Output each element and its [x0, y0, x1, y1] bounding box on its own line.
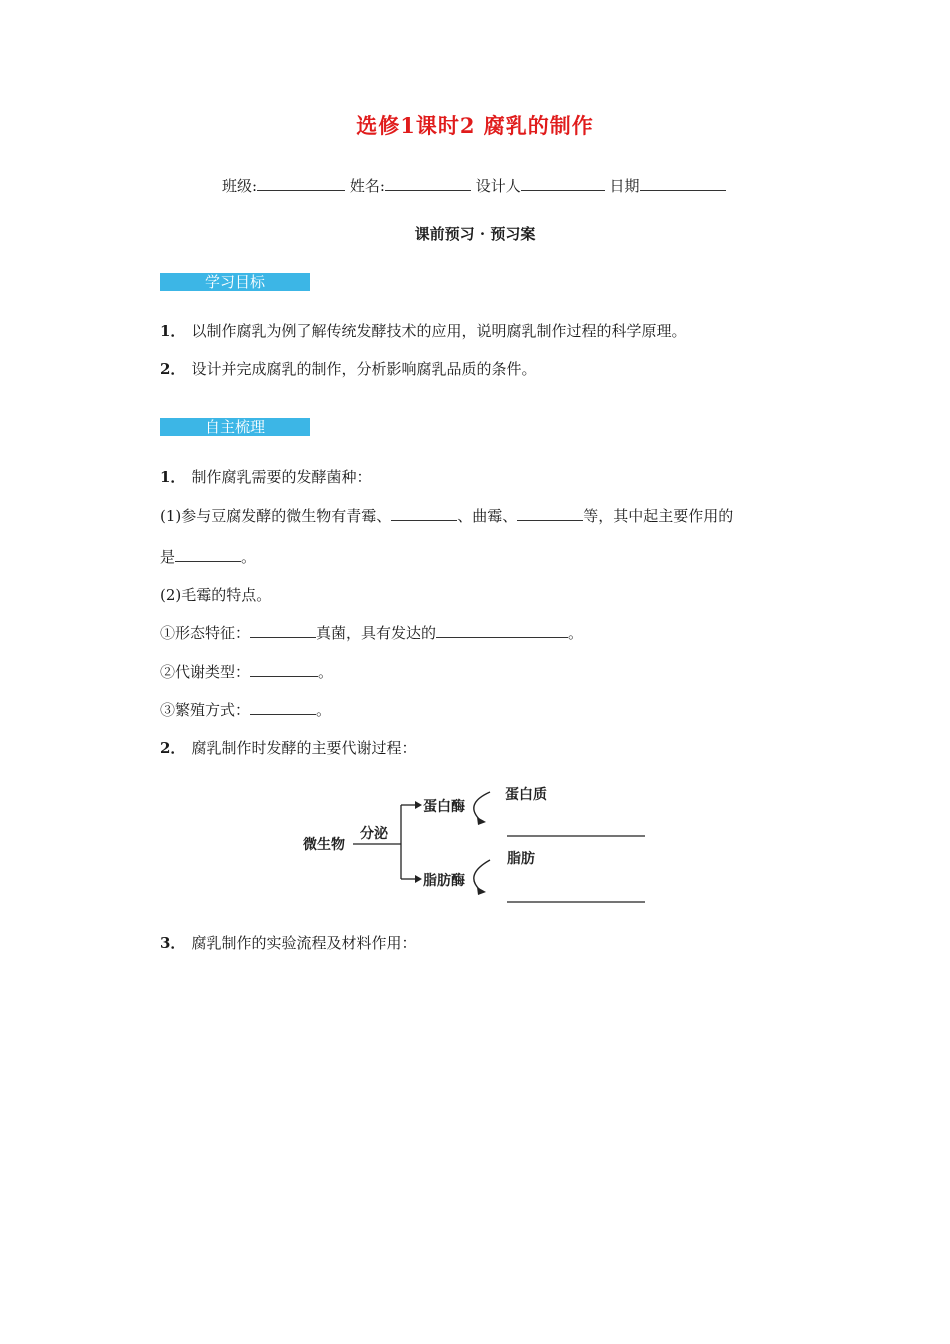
badge-self-study: 自主梳理 [160, 418, 310, 436]
date-blank[interactable] [640, 176, 726, 191]
text-segment: ③繁殖方式： [160, 701, 251, 719]
microbe-line [160, 505, 733, 526]
microbe-line-cont [160, 546, 256, 567]
answer-blank[interactable] [250, 662, 318, 677]
goal-num: 2． [160, 360, 186, 378]
goal-num: 1． [160, 322, 186, 340]
text-segment: 真菌，具有发达的 [316, 624, 437, 642]
date-label: 日期 [609, 177, 640, 195]
diagram-action: 分泌 [360, 826, 388, 842]
metabolism-diagram [295, 775, 655, 915]
mucor-features-line: (2)毛霉的特点。 [160, 586, 272, 604]
answer-blank[interactable] [391, 506, 457, 521]
diagram-source: 微生物 [303, 837, 345, 853]
text-segment: 。 [318, 663, 334, 681]
answer-blank[interactable] [436, 623, 568, 638]
goal-item-1 [160, 320, 686, 341]
goal-item-2 [160, 358, 536, 379]
curved-arrow-top [474, 792, 490, 821]
question-1 [160, 466, 371, 487]
section-subheading: 课前预习 · 预习案 [414, 225, 536, 243]
goal-text: 设计并完成腐乳的制作，分析影响腐乳品质的条件。 [191, 360, 537, 378]
goal-text: 以制作腐乳为例了解传统发酵技术的应用，说明腐乳制作过程的科学原理。 [191, 322, 687, 340]
designer-label: 设计人 [475, 177, 521, 195]
morphology-line [160, 622, 583, 643]
name-blank[interactable] [385, 176, 471, 191]
q-text: 制作腐乳需要的发酵菌种： [191, 468, 372, 486]
text-segment: (1)参与豆腐发酵的微生物有青霉、 [160, 507, 392, 525]
text-segment: 、曲霉、 [457, 507, 518, 525]
class-blank[interactable] [257, 176, 345, 191]
text-segment: 。 [568, 624, 584, 642]
answer-blank[interactable] [175, 547, 241, 562]
text-segment: 。 [241, 548, 257, 566]
designer-blank[interactable] [521, 176, 605, 191]
arrowhead-icon [415, 875, 422, 883]
question-2 [160, 737, 416, 758]
answer-blank[interactable] [250, 623, 316, 638]
q-num: 3． [160, 934, 186, 952]
text-segment: 。 [316, 701, 332, 719]
q-text: 腐乳制作的实验流程及材料作用： [191, 934, 417, 952]
text-segment: 是 [160, 548, 176, 566]
question-3 [160, 932, 416, 953]
arrowhead-icon [477, 887, 486, 895]
text-segment: ①形态特征： [160, 624, 251, 642]
q-text: 腐乳制作时发酵的主要代谢过程： [191, 739, 417, 757]
diagram-substrate-2: 脂肪 [507, 851, 535, 867]
diagram-enzyme-2: 脂肪酶 [423, 873, 465, 889]
reproduction-line [160, 699, 331, 720]
q-num: 1． [160, 468, 186, 486]
arrowhead-icon [477, 817, 486, 825]
q-num: 2． [160, 739, 186, 757]
answer-blank[interactable] [517, 506, 583, 521]
text-segment: ②代谢类型： [160, 663, 251, 681]
answer-blank[interactable] [250, 700, 316, 715]
arrowhead-icon [415, 801, 422, 809]
badge-learning-goals: 学习目标 [160, 273, 310, 291]
name-label: 姓名: [349, 177, 385, 195]
class-label: 班级: [222, 177, 258, 195]
diagram-substrate-1: 蛋白质 [505, 787, 547, 803]
page-title: 选修1课时2 腐乳的制作 [356, 113, 594, 138]
curved-arrow-bottom [474, 860, 490, 891]
text-segment: 等，其中起主要作用的 [583, 507, 734, 525]
info-line [222, 175, 726, 196]
diagram-enzyme-1: 蛋白酶 [423, 799, 465, 815]
metabolism-line [160, 661, 333, 682]
